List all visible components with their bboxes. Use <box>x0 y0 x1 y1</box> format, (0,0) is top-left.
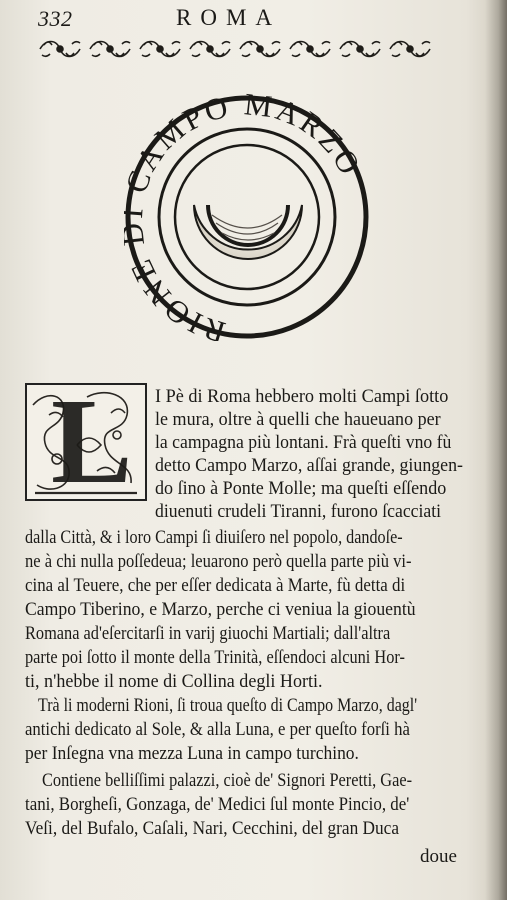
rione-emblem-seal <box>124 93 370 341</box>
text-line: Campo Tiberino, e Marzo, perche ci veniua la giouentù <box>25 599 416 620</box>
dropcap-letter: L <box>51 374 133 509</box>
text-line: Contiene belliſſimi palazzi, cioè de' Signori Peretti, Gae- <box>42 770 413 791</box>
text-line: diuenuti crudeli Tiranni, furono ſcacciati <box>155 501 442 522</box>
text-line: la campagna più lontani. Frà queſti vno fù <box>155 432 452 453</box>
text-line: Trà li moderni Rioni, ſi troua queſto di Campo Marzo, dagl' <box>38 695 418 716</box>
text-line: per Inſegna vna mezza Luna in campo turchino. <box>25 743 359 764</box>
catchword: doue <box>420 846 457 867</box>
text-line: ti, n'hebbe il nome di Collina degli Horti. <box>25 671 323 692</box>
page-gutter-shadow <box>485 0 507 900</box>
decorated-initial <box>25 374 147 509</box>
crescent-moon-icon <box>194 205 302 259</box>
floral-ornament-band <box>36 36 444 62</box>
text-line: dalla Città, & i loro Campi ſi diuiſero nel popolo, dandoſe- <box>25 527 403 548</box>
text-line: cina al Teuere, che per eſſer dedicata à Marte, fù detta di <box>25 575 406 596</box>
text-line: parte poi ſotto il monte della Trinità, eſſendoci alcuni Hor- <box>25 647 405 668</box>
page-number: 332 <box>38 6 73 31</box>
text-line: ne à chi nulla poſſedeua; leuarono però quella parte più vi- <box>25 551 412 572</box>
text-line: detto Campo Marzo, aſſai grande, giungen- <box>155 455 463 476</box>
text-line: do ſino à Ponte Molle; ma queſti eſſendo <box>155 478 447 499</box>
emblem-inscription: RIONE AMPO MARZO <box>124 93 369 341</box>
text-line: antichi dedicato al Sole, & alla Luna, e per queſto forſi hà <box>25 719 410 740</box>
page-header <box>0 4 507 34</box>
text-line: I Pè di Roma hebbero molti Campi ſotto <box>155 386 449 407</box>
text-line: Veſi, del Bufalo, Caſali, Nari, Cecchini, del gran Duca <box>25 818 400 839</box>
running-title: ROMA <box>176 5 282 30</box>
text-line: Romana ad'eſercitarſi in varij giuochi Martiali; dall'altra <box>25 623 391 644</box>
text-line: tani, Borgheſi, Gonzaga, de' Medici ſul monte Pincio, de' <box>25 794 410 815</box>
text-line: le mura, oltre à quelli che haueuano per <box>155 409 441 430</box>
